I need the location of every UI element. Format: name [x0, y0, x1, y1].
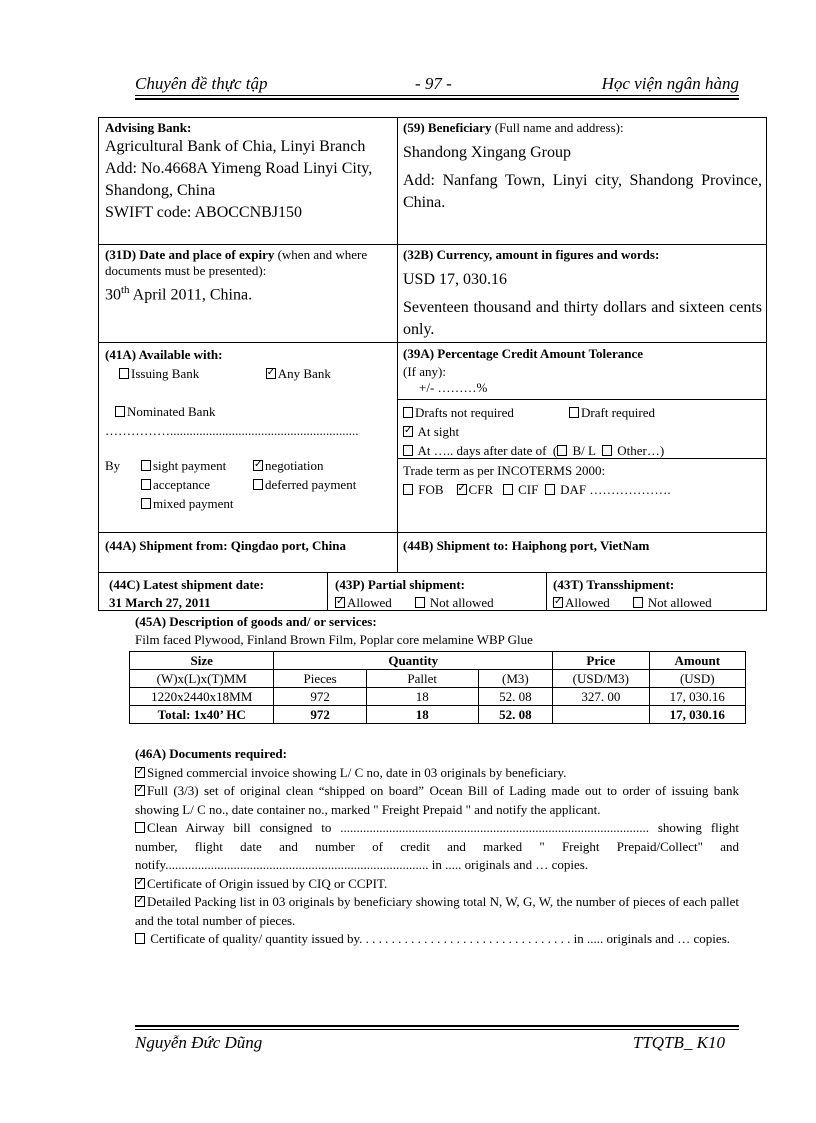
cif-checkbox[interactable] — [503, 484, 513, 495]
other-checkbox[interactable] — [602, 445, 612, 456]
negotiation-label: negotiation — [265, 458, 324, 473]
document-item: ✓Full (3/3) set of original clean “shipped on board” Ocean Bill of Lading made out to order of issuing bank showing L/ C no., date container no., marked " Freight Prepaid " and notify the applicant. — [135, 782, 739, 819]
daf-label: DAF ………………. — [560, 482, 671, 497]
cfr-label: CFR — [468, 482, 494, 497]
total-price — [553, 706, 650, 724]
tolerance-label: (39A) Percentage Credit Amount Tolerance — [403, 346, 643, 361]
at-days-label: At ….. days after date of — [417, 443, 547, 458]
doc3-checkbox[interactable] — [135, 822, 145, 833]
nominated-bank-label: Nominated Bank — [127, 404, 216, 419]
partial-not-allowed-checkbox[interactable] — [415, 597, 425, 608]
doc4-checkbox[interactable] — [135, 878, 145, 889]
other-label: Other…) — [617, 443, 665, 458]
advising-bank-section — [99, 118, 397, 226]
shipment-from-label: (44A) Shipment from: — [105, 538, 228, 553]
goods-label: (45A) Description of goods and/ or services: — [135, 614, 377, 629]
cell-pallet: 18 — [366, 688, 478, 706]
table-header-row — [130, 652, 746, 670]
shipment-from-section — [99, 536, 397, 556]
daf-checkbox[interactable] — [545, 484, 555, 495]
document-item: ✓Signed commercial invoice showing L/ C no, date in 03 originals by beneficiary. — [135, 764, 739, 783]
quantity-header: Quantity — [274, 652, 553, 670]
footer-right: TTQTB_ K10 — [632, 1033, 725, 1052]
expiry-label-note: (when and where documents must be presented): — [105, 247, 368, 278]
nominated-bank-checkbox[interactable] — [115, 406, 125, 417]
by-label: By — [105, 458, 121, 473]
doc5-checkbox[interactable] — [135, 896, 145, 907]
shipment-to-section — [397, 536, 767, 556]
sight-payment-label: sight payment — [153, 458, 227, 473]
partial-allowed-checkbox[interactable] — [335, 597, 345, 608]
pieces-subheader: Pieces — [274, 670, 366, 688]
footer-rule-thick — [135, 1025, 739, 1027]
document-item: Clean Airway bill consigned to ............................................................................................... showing flight number, flight date and number of credit and marked " Freight Prepaid/Collect" and notify................................................................................. in ..... originals and … copies. — [135, 820, 739, 872]
incoterms-section — [397, 459, 767, 501]
amount-header: Amount — [649, 652, 745, 670]
total-m3: 52. 08 — [478, 706, 552, 724]
draft-required-label: Draft required — [581, 405, 655, 420]
draft-required-checkbox[interactable] — [569, 407, 579, 418]
cfr-checkbox[interactable] — [457, 484, 467, 495]
available-section — [99, 343, 397, 515]
header-rule-thick — [135, 98, 739, 100]
drafts-not-required-label: Drafts not required — [415, 405, 514, 420]
shipment-to-value: Haiphong port, VietNam — [511, 538, 650, 553]
drafts-not-required-checkbox[interactable] — [403, 407, 413, 418]
document-item: ✓Detailed Packing list in 03 originals by beneficiary showing total N, W, G, W, the number of pieces of each pallet and the total number of pieces. — [135, 893, 739, 930]
cif-label: CIF — [518, 482, 539, 497]
transshipment-label: (43T) Transshipment: — [553, 577, 675, 592]
at-sight-label: At sight — [417, 424, 460, 439]
currency-figures: USD 17, 030.16 — [403, 271, 508, 288]
pallet-subheader: Pallet — [366, 670, 478, 688]
currency-label: (32B) Currency, amount in figures and words: — [403, 247, 660, 262]
acceptance-checkbox[interactable] — [141, 479, 151, 490]
tolerance-if-any: (If any): — [403, 364, 446, 379]
expiry-section — [99, 245, 397, 308]
tolerance-section — [397, 343, 767, 397]
fob-label: FOB — [418, 482, 444, 497]
beneficiary-label-note: (Full name and address): — [494, 120, 624, 135]
deferred-payment-label: deferred payment — [265, 477, 357, 492]
latest-shipment-section — [103, 574, 331, 611]
m3-subheader: (M3) — [478, 670, 552, 688]
acceptance-label: acceptance — [153, 477, 211, 492]
goods-table — [129, 651, 746, 724]
any-bank-label: Any Bank — [277, 366, 331, 381]
header-rule — [135, 95, 739, 96]
expiry-label: (31D) Date and place of expiry — [105, 247, 275, 262]
doc6-checkbox[interactable] — [135, 933, 145, 944]
footer-left: Nguyễn Đức Dũng — [135, 1033, 263, 1052]
fob-checkbox[interactable] — [403, 484, 413, 495]
bl-checkbox[interactable] — [557, 445, 567, 456]
amount-subheader: (USD) — [649, 670, 745, 688]
documents-section — [135, 745, 739, 949]
latest-shipment-value: 31 March 27, 2011 — [109, 595, 211, 610]
nominated-bank-dots: …………….......................................................... — [105, 423, 359, 438]
at-sight-checkbox[interactable] — [403, 426, 413, 437]
total-pieces: 972 — [274, 706, 366, 724]
advising-bank-swift: SWIFT code: ABOCCNBJ150 — [105, 204, 303, 221]
lc-form — [98, 117, 767, 611]
currency-section — [397, 245, 767, 343]
cell-amount: 17, 030.16 — [649, 688, 745, 706]
advising-bank-label: Advising Bank: — [105, 120, 192, 135]
doc1-checkbox[interactable] — [135, 767, 145, 778]
cell-m3: 52. 08 — [478, 688, 552, 706]
trans-allowed-label: Allowed — [565, 595, 610, 610]
doc2-checkbox[interactable] — [135, 785, 145, 796]
trans-not-allowed-checkbox[interactable] — [633, 597, 643, 608]
issuing-bank-checkbox[interactable] — [119, 368, 129, 379]
document-item: Certificate of quality/ quantity issued by. . . . . . . . . . . . . . . . . . . . . . . . . . . . . . . . . in ..... originals and … copies. — [135, 930, 739, 949]
total-amount: 17, 030.16 — [649, 706, 745, 724]
any-bank-checkbox[interactable] — [266, 368, 276, 379]
footer-rule — [135, 1029, 739, 1030]
negotiation-checkbox[interactable] — [253, 460, 263, 471]
transshipment-section — [547, 574, 767, 611]
shipment-to-label: (44B) Shipment to: — [403, 538, 509, 553]
trans-allowed-checkbox[interactable] — [553, 597, 563, 608]
header-left: Chuyên đề thực tập — [135, 74, 268, 93]
size-subheader: (W)x(L)x(T)MM — [130, 670, 274, 688]
size-header: Size — [130, 652, 274, 670]
documents-label: (46A) Documents required: — [135, 746, 287, 761]
total-size: Total: 1x40’ HC — [130, 706, 274, 724]
beneficiary-section — [397, 118, 767, 216]
beneficiary-name: Shandong Xingang Group — [403, 144, 571, 161]
issuing-bank-label: Issuing Bank — [131, 366, 200, 381]
partial-allowed-label: Allowed — [347, 595, 392, 610]
drafts-section: Drafts not required Draft required ✓ At sight At ….. days after date of ( B/ L Other…) — [397, 401, 767, 462]
shipment-from-value: Qingdao port, China — [230, 538, 347, 553]
available-label: (41A) Available with: — [105, 347, 223, 362]
price-header: Price — [553, 652, 650, 670]
partial-shipment-label: (43P) Partial shipment: — [335, 577, 465, 592]
mixed-payment-checkbox[interactable] — [141, 498, 151, 509]
cell-price: 327. 00 — [553, 688, 650, 706]
advising-bank-address: Add: No.4668A Yimeng Road Linyi City, Shandong, China — [105, 160, 373, 199]
table-subheader-row — [130, 670, 746, 688]
table-row — [130, 688, 746, 706]
price-subheader: (USD/M3) — [553, 670, 650, 688]
tolerance-value: +/- ………% — [419, 380, 488, 395]
total-pallet: 18 — [366, 706, 478, 724]
currency-words: Seventeen thousand and thirty dollars and sixteen cents only. — [403, 299, 762, 338]
table-total-row — [130, 706, 746, 724]
advising-bank-name: Agricultural Bank of Chia, Linyi Branch — [105, 138, 366, 155]
mixed-payment-label: mixed payment — [153, 496, 234, 511]
partial-shipment-section — [329, 574, 547, 611]
at-days-checkbox[interactable] — [403, 445, 413, 456]
latest-shipment-label: (44C) Latest shipment date: — [109, 577, 264, 592]
beneficiary-label: (59) Beneficiary — [403, 120, 492, 135]
header-right: Học viện ngân hàng — [601, 74, 739, 93]
page-header — [135, 74, 739, 94]
expiry-value: 30th April 2011, China. — [105, 284, 253, 304]
cell-pieces: 972 — [274, 688, 366, 706]
goods-description: Film faced Plywood, Finland Brown Film, Poplar core melamine WBP Glue — [135, 632, 533, 647]
cell-size: 1220x2440x18MM — [130, 688, 274, 706]
page-number: - 97 - — [415, 74, 452, 93]
deferred-payment-checkbox[interactable] — [253, 479, 263, 490]
bl-label: B/ L — [572, 443, 596, 458]
sight-payment-checkbox[interactable] — [141, 460, 151, 471]
beneficiary-address: Add: Nanfang Town, Linyi city, Shandong Province, China. — [403, 172, 762, 211]
document-item: ✓Certificate of Origin issued by CIQ or CCPIT. — [135, 875, 739, 894]
incoterms-label: Trade term as per INCOTERMS 2000: — [403, 463, 606, 478]
trans-not-allowed-label: Not allowed — [647, 595, 712, 610]
partial-not-allowed-label: Not allowed — [429, 595, 494, 610]
